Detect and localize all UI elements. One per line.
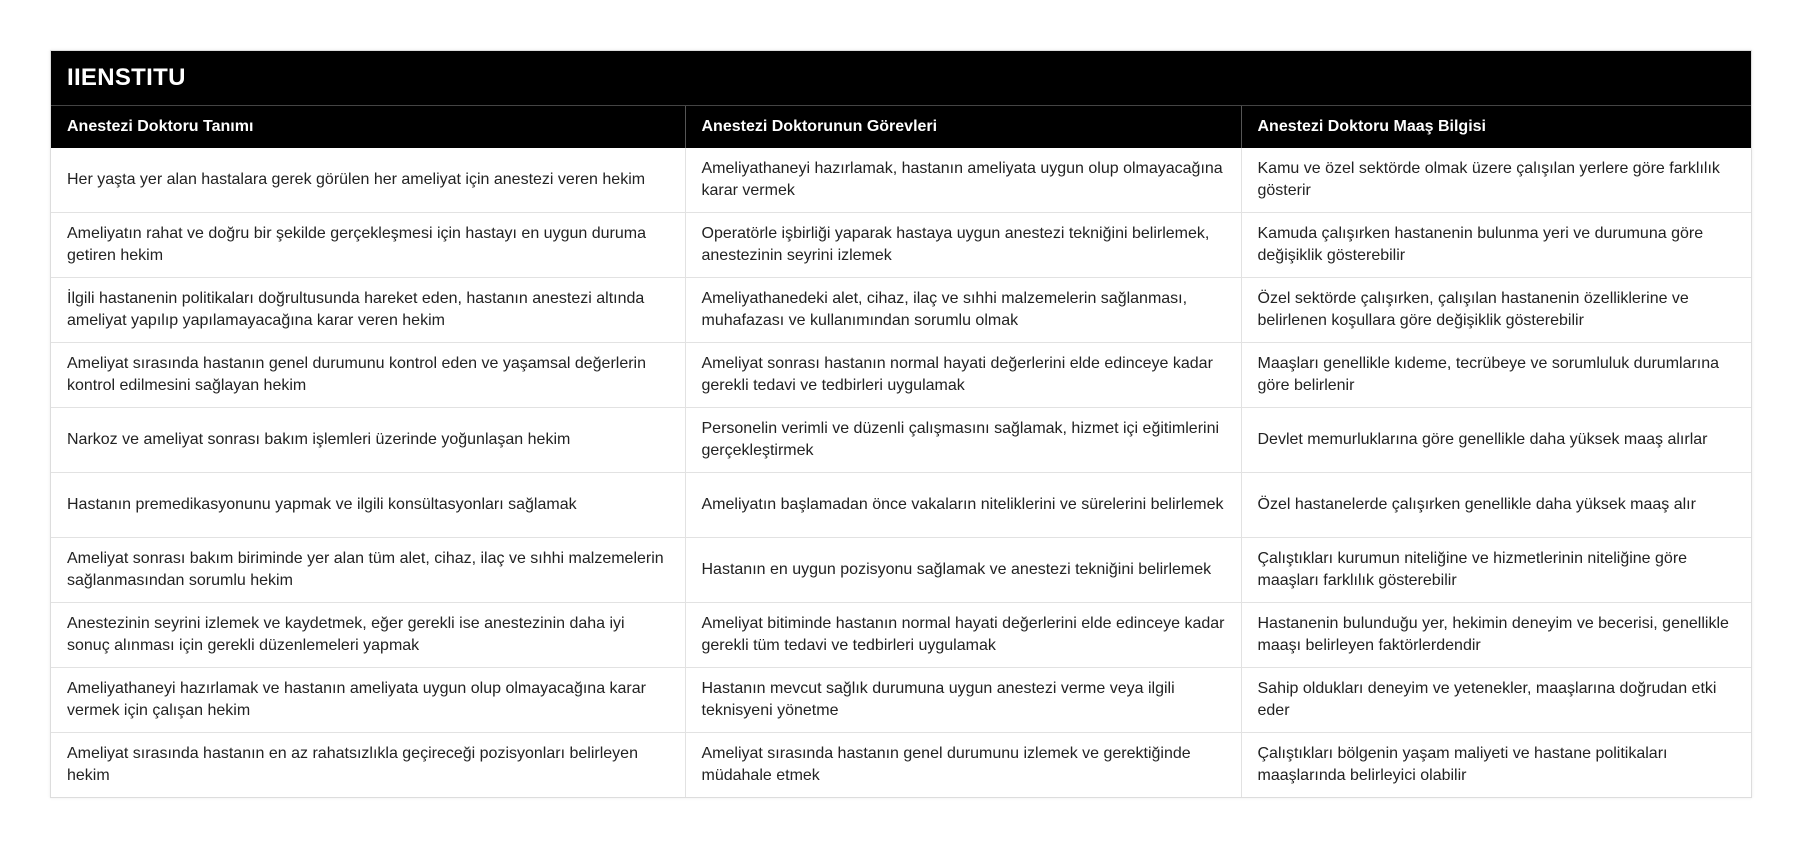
table-cell: Özel hastanelerde çalışırken genellikle daha yüksek maaş alır xyxy=(1241,473,1751,538)
table-cell: Ameliyat sırasında hastanın genel durumunu kontrol eden ve yaşamsal değerlerin kontrol edilmesini sağlayan hekim xyxy=(51,343,685,408)
table-cell: Ameliyat sırasında hastanın genel durumunu izlemek ve gerektiğinde müdahale etmek xyxy=(685,733,1241,798)
brand-title: IIENSTITU xyxy=(51,51,1751,106)
table-cell: Ameliyat sonrası hastanın normal hayati değerlerini elde edinceye kadar gerekli tedavi ve tedbirleri uygulamak xyxy=(685,343,1241,408)
table-cell: Kamu ve özel sektörde olmak üzere çalışılan yerlere göre farklılık gösterir xyxy=(1241,148,1751,213)
table-row xyxy=(51,408,1751,473)
table-cell: Maaşları genellikle kıdeme, tecrübeye ve sorumluluk durumlarına göre belirlenir xyxy=(1241,343,1751,408)
table-cell: Ameliyathaneyi hazırlamak, hastanın ameliyata uygun olup olmayacağına karar vermek xyxy=(685,148,1241,213)
table-cell: Ameliyatın rahat ve doğru bir şekilde gerçekleşmesi için hastayı en uygun duruma getiren hekim xyxy=(51,213,685,278)
table-cell: Her yaşta yer alan hastalara gerek görülen her ameliyat için anestezi veren hekim xyxy=(51,148,685,213)
table-row xyxy=(51,278,1751,343)
table-cell: Sahip oldukları deneyim ve yetenekler, maaşlarına doğrudan etki eder xyxy=(1241,668,1751,733)
table-cell: Kamuda çalışırken hastanenin bulunma yeri ve durumuna göre değişiklik gösterebilir xyxy=(1241,213,1751,278)
table-header xyxy=(51,106,1751,148)
table-cell: Hastanın mevcut sağlık durumuna uygun anestezi verme veya ilgili teknisyeni yönetme xyxy=(685,668,1241,733)
table-cell: Ameliyat bitiminde hastanın normal hayati değerlerini elde edinceye kadar gerekli tüm tedavi ve tedbirleri uygulamak xyxy=(685,603,1241,668)
table-row xyxy=(51,603,1751,668)
table-cell: Narkoz ve ameliyat sonrası bakım işlemleri üzerinde yoğunlaşan hekim xyxy=(51,408,685,473)
info-table xyxy=(51,106,1751,797)
table-row xyxy=(51,343,1751,408)
info-table-container xyxy=(50,50,1752,798)
table-cell: Ameliyat sırasında hastanın en az rahatsızlıkla geçireceği pozisyonları belirleyen hekim xyxy=(51,733,685,798)
table-row xyxy=(51,213,1751,278)
header-row xyxy=(51,106,1751,148)
column-header-definition: Anestezi Doktoru Tanımı xyxy=(51,106,685,148)
table-cell: Devlet memurluklarına göre genellikle daha yüksek maaş alırlar xyxy=(1241,408,1751,473)
column-header-duties: Anestezi Doktorunun Görevleri xyxy=(685,106,1241,148)
table-cell: Anestezinin seyrini izlemek ve kaydetmek, eğer gerekli ise anestezinin daha iyi sonuç alınması için gerekli düzenlemeleri yapmak xyxy=(51,603,685,668)
table-row xyxy=(51,148,1751,213)
table-row xyxy=(51,733,1751,798)
table-body xyxy=(51,148,1751,797)
table-cell: İlgili hastanenin politikaları doğrultusunda hareket eden, hastanın anestezi altında ameliyat yapılıp yapılamayacağına karar veren hekim xyxy=(51,278,685,343)
column-header-salary: Anestezi Doktoru Maaş Bilgisi xyxy=(1241,106,1751,148)
table-cell: Hastanenin bulunduğu yer, hekimin deneyim ve becerisi, genellikle maaşı belirleyen faktörlerdendir xyxy=(1241,603,1751,668)
table-cell: Ameliyathaneyi hazırlamak ve hastanın ameliyata uygun olup olmayacağına karar vermek için çalışan hekim xyxy=(51,668,685,733)
table-cell: Özel sektörde çalışırken, çalışılan hastanenin özelliklerine ve belirlenen koşullara göre değişiklik gösterebilir xyxy=(1241,278,1751,343)
table-row xyxy=(51,538,1751,603)
table-row xyxy=(51,668,1751,733)
table-cell: Personelin verimli ve düzenli çalışmasını sağlamak, hizmet içi eğitimlerini gerçekleştirmek xyxy=(685,408,1241,473)
table-cell: Ameliyathanedeki alet, cihaz, ilaç ve sıhhi malzemelerin sağlanması, muhafazası ve kullanımından sorumlu olmak xyxy=(685,278,1241,343)
table-cell: Hastanın en uygun pozisyonu sağlamak ve anestezi tekniğini belirlemek xyxy=(685,538,1241,603)
table-cell: Operatörle işbirliği yaparak hastaya uygun anestezi tekniğini belirlemek, anestezinin seyrini izlemek xyxy=(685,213,1241,278)
table-row xyxy=(51,473,1751,538)
table-cell: Çalıştıkları kurumun niteliğine ve hizmetlerinin niteliğine göre maaşları farklılık gösterebilir xyxy=(1241,538,1751,603)
table-cell: Ameliyat sonrası bakım biriminde yer alan tüm alet, cihaz, ilaç ve sıhhi malzemelerin sağlanmasından sorumlu hekim xyxy=(51,538,685,603)
table-cell: Ameliyatın başlamadan önce vakaların niteliklerini ve sürelerini belirlemek xyxy=(685,473,1241,538)
table-cell: Çalıştıkları bölgenin yaşam maliyeti ve hastane politikaları maaşlarında belirleyici olabilir xyxy=(1257,745,1668,784)
table-cell: Hastanın premedikasyonunu yapmak ve ilgili konsültasyonları sağlamak xyxy=(51,473,685,538)
